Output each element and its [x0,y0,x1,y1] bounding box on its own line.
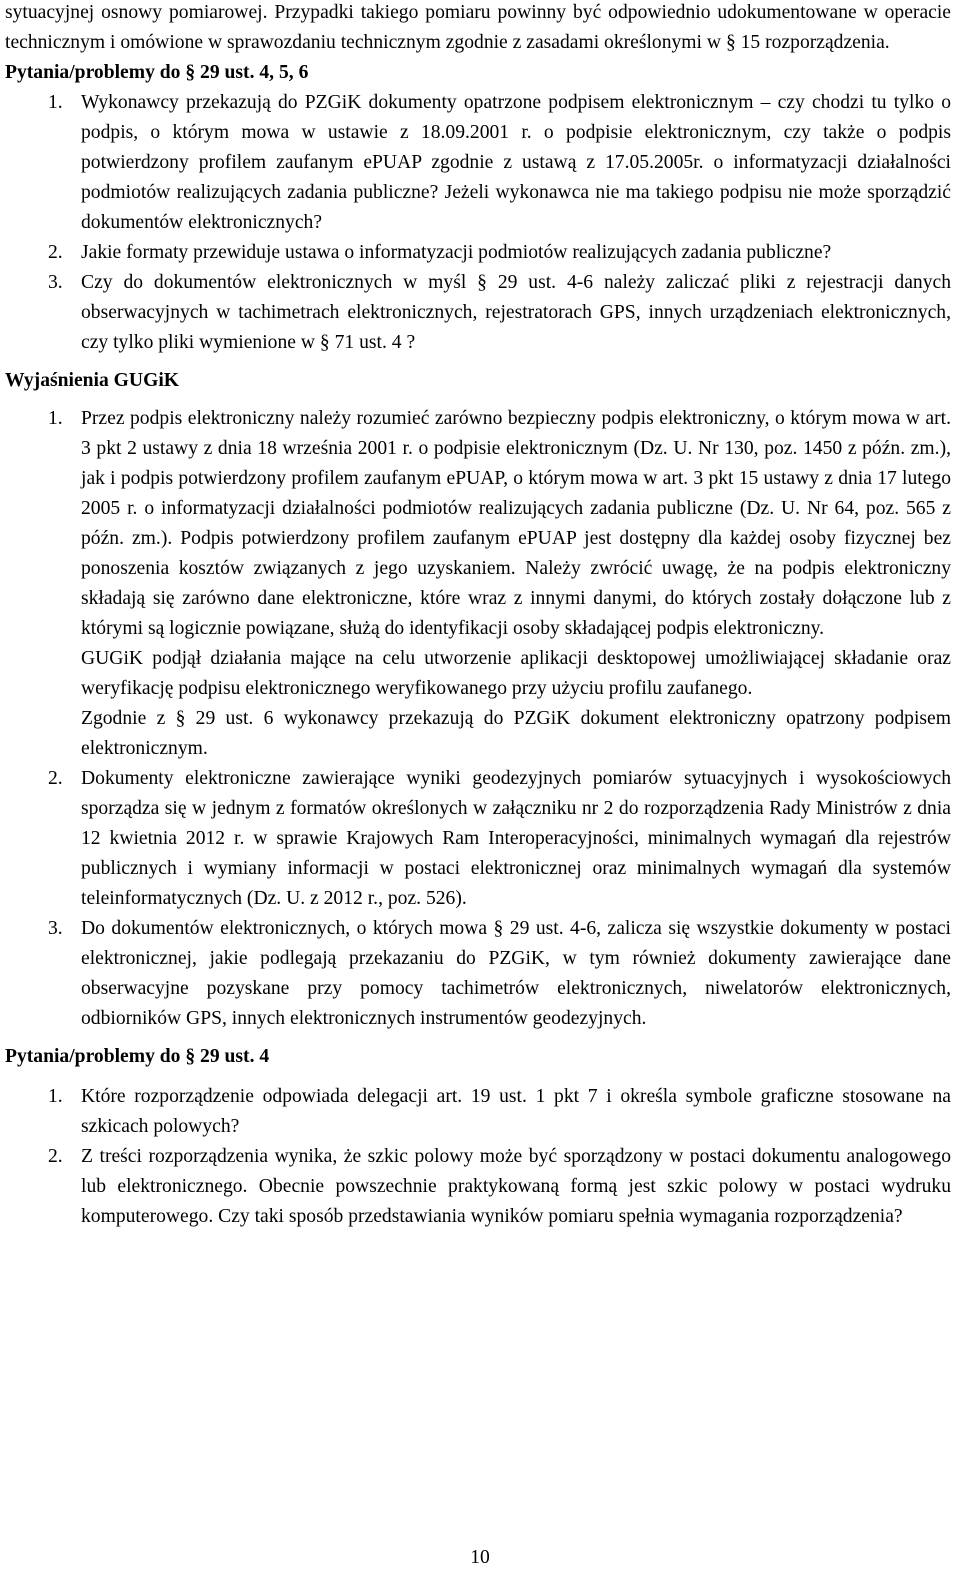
document-page [5,0,951,1232]
list-item-number: 3. [48,272,63,293]
list-item-text: Wykonawcy przekazują do PZGiK dokumenty opatrzone podpisem elektronicznym – czy chodzi tu tylko o podpis, o którym mowa w ustawie z 18.09.2001 r. o podpisie elektronicznym, czy także o podpis potwierdzony profilem zaufanym ePUAP zgodnie z ustawą z 17.05.2005r. o informatyzacji działalności podmiotów realizujących zadania publiczne? Jeżeli wykonawca nie ma takiego podpisu nie może sporządzić dokumentów elektronicznych? [81,92,951,233]
explanation-paragraph: GUGiK podjął działania mające na celu utworzenie aplikacji desktopowej umożliwiającej składanie oraz weryfikację podpisu elektronicznego weryfikowanego przy użyciu profilu zaufanego. [81,648,951,699]
list-item-text: Z treści rozporządzenia wynika, że szkic polowy może być sporządzony w postaci dokumentu analogowego lub elektronicznego. Obecnie powszechnie praktykowaną formą jest szkic polowy w postaci wydruku komputerowego. Czy taki sposób przedstawiania wyników pomiaru spełnia wymagania rozporządzenia? [81,1146,951,1227]
list-item-number: 2. [48,1146,63,1167]
list-item [5,1082,951,1142]
list-item-text: Dokumenty elektroniczne zawierające wyniki geodezyjnych pomiarów sytuacyjnych i wysokościowych sporządza się w jednym z formatów określonych w załączniku nr 2 do rozporządzenia Rady Ministrów z dnia 12 kwietnia 2012 r. w sprawie Krajowych Ram Interoperacyjności, minimalnych wymagań dla rejestrów publicznych i wymiany informacji w postaci elektronicznej oraz minimalnych wymagań dla systemów teleinformatycznych (Dz. U. z 2012 r., poz. 526). [81,768,951,909]
explanations-list [5,404,951,1034]
list-item-number: 2. [48,242,63,263]
list-item [5,238,951,268]
list-item [5,404,951,644]
intro-paragraph: sytuacyjnej osnowy pomiarowej. Przypadki takiego pomiaru powinny być odpowiednio udokumentowane w operacie technicznym i omówione w sprawozdaniu technicznym zgodnie z zasadami określonymi w § 15 rozporządzenia. [5,2,951,53]
section-heading-questions-4: Pytania/problemy do § 29 ust. 4 [5,1046,270,1067]
list-item-text: Przez podpis elektroniczny należy rozumieć zarówno bezpieczny podpis elektroniczny, o którym mowa w art. 3 pkt 2 ustawy z dnia 18 września 2001 r. o podpisie elektronicznym (Dz. U. Nr 130, poz. 1450 z późn. zm.), jak i podpis potwierdzony profilem zaufanym ePUAP, o którym mowa w art. 3 pkt 15 ustawy z dnia 17 lutego 2005 r. o informatyzacji działalności podmiotów realizujących zadania publiczne (Dz. U. Nr 64, poz. 565 z późn. zm.). Podpis potwierdzony profilem zaufanym ePUAP jest dostępny dla każdej osoby fizycznej bez ponoszenia kosztów związanych z jego uzyskaniem. Należy zwrócić uwagę, że na podpis elektroniczny składają się zarówno dane elektroniczne, które wraz z innymi danymi, do których zostały dołączone lub z którymi są logicznie powiązane, służą do identyfikacji osoby składającej podpis elektroniczny. [81,408,951,639]
list-item-text: Które rozporządzenie odpowiada delegacji art. 19 ust. 1 pkt 7 i określa symbole graficzne stosowane na szkicach polowych? [81,1086,951,1137]
list-item [5,764,951,914]
section-heading-gugik-explanations: Wyjaśnienia GUGiK [5,370,179,391]
section-heading-questions-4-5-6: Pytania/problemy do § 29 ust. 4, 5, 6 [5,62,309,83]
list-item [5,1142,951,1232]
list-item [5,88,951,238]
page-number: 10 [470,1547,490,1568]
list-item-text: Do dokumentów elektronicznych, o których mowa § 29 ust. 4-6, zalicza się wszystkie dokumenty w postaci elektronicznej, jakie podlegają przekazaniu do PZGiK, w tym również dokumenty zawierające dane obserwacyjne pozyskane przy pomocy tachimetrów elektronicznych, niwelatorów elektronicznych, odbiorników GPS, innych elektronicznych instrumentów geodezyjnych. [81,918,951,1029]
list-item [5,268,951,358]
explanation-paragraph: Zgodnie z § 29 ust. 6 wykonawcy przekazują do PZGiK dokument elektroniczny opatrzony podpisem elektronicznym. [81,708,951,759]
questions-list-2 [5,1082,951,1232]
list-item-number: 1. [48,408,63,429]
list-item-number: 1. [48,1086,63,1107]
list-item-text: Czy do dokumentów elektronicznych w myśl § 29 ust. 4-6 należy zaliczać pliki z rejestracji danych obserwacyjnych w tachimetrach elektronicznych, rejestratorach GPS, innych urządzeniach elektronicznych, czy tylko pliki wymienione w § 71 ust. 4 ? [81,272,951,353]
list-item-number: 1. [48,92,63,113]
questions-list-1 [5,88,951,358]
list-item-text: Jakie formaty przewiduje ustawa o informatyzacji podmiotów realizujących zadania publiczne? [81,242,832,263]
list-item-number: 3. [48,918,63,939]
list-item-number: 2. [48,768,63,789]
list-item [5,914,951,1034]
